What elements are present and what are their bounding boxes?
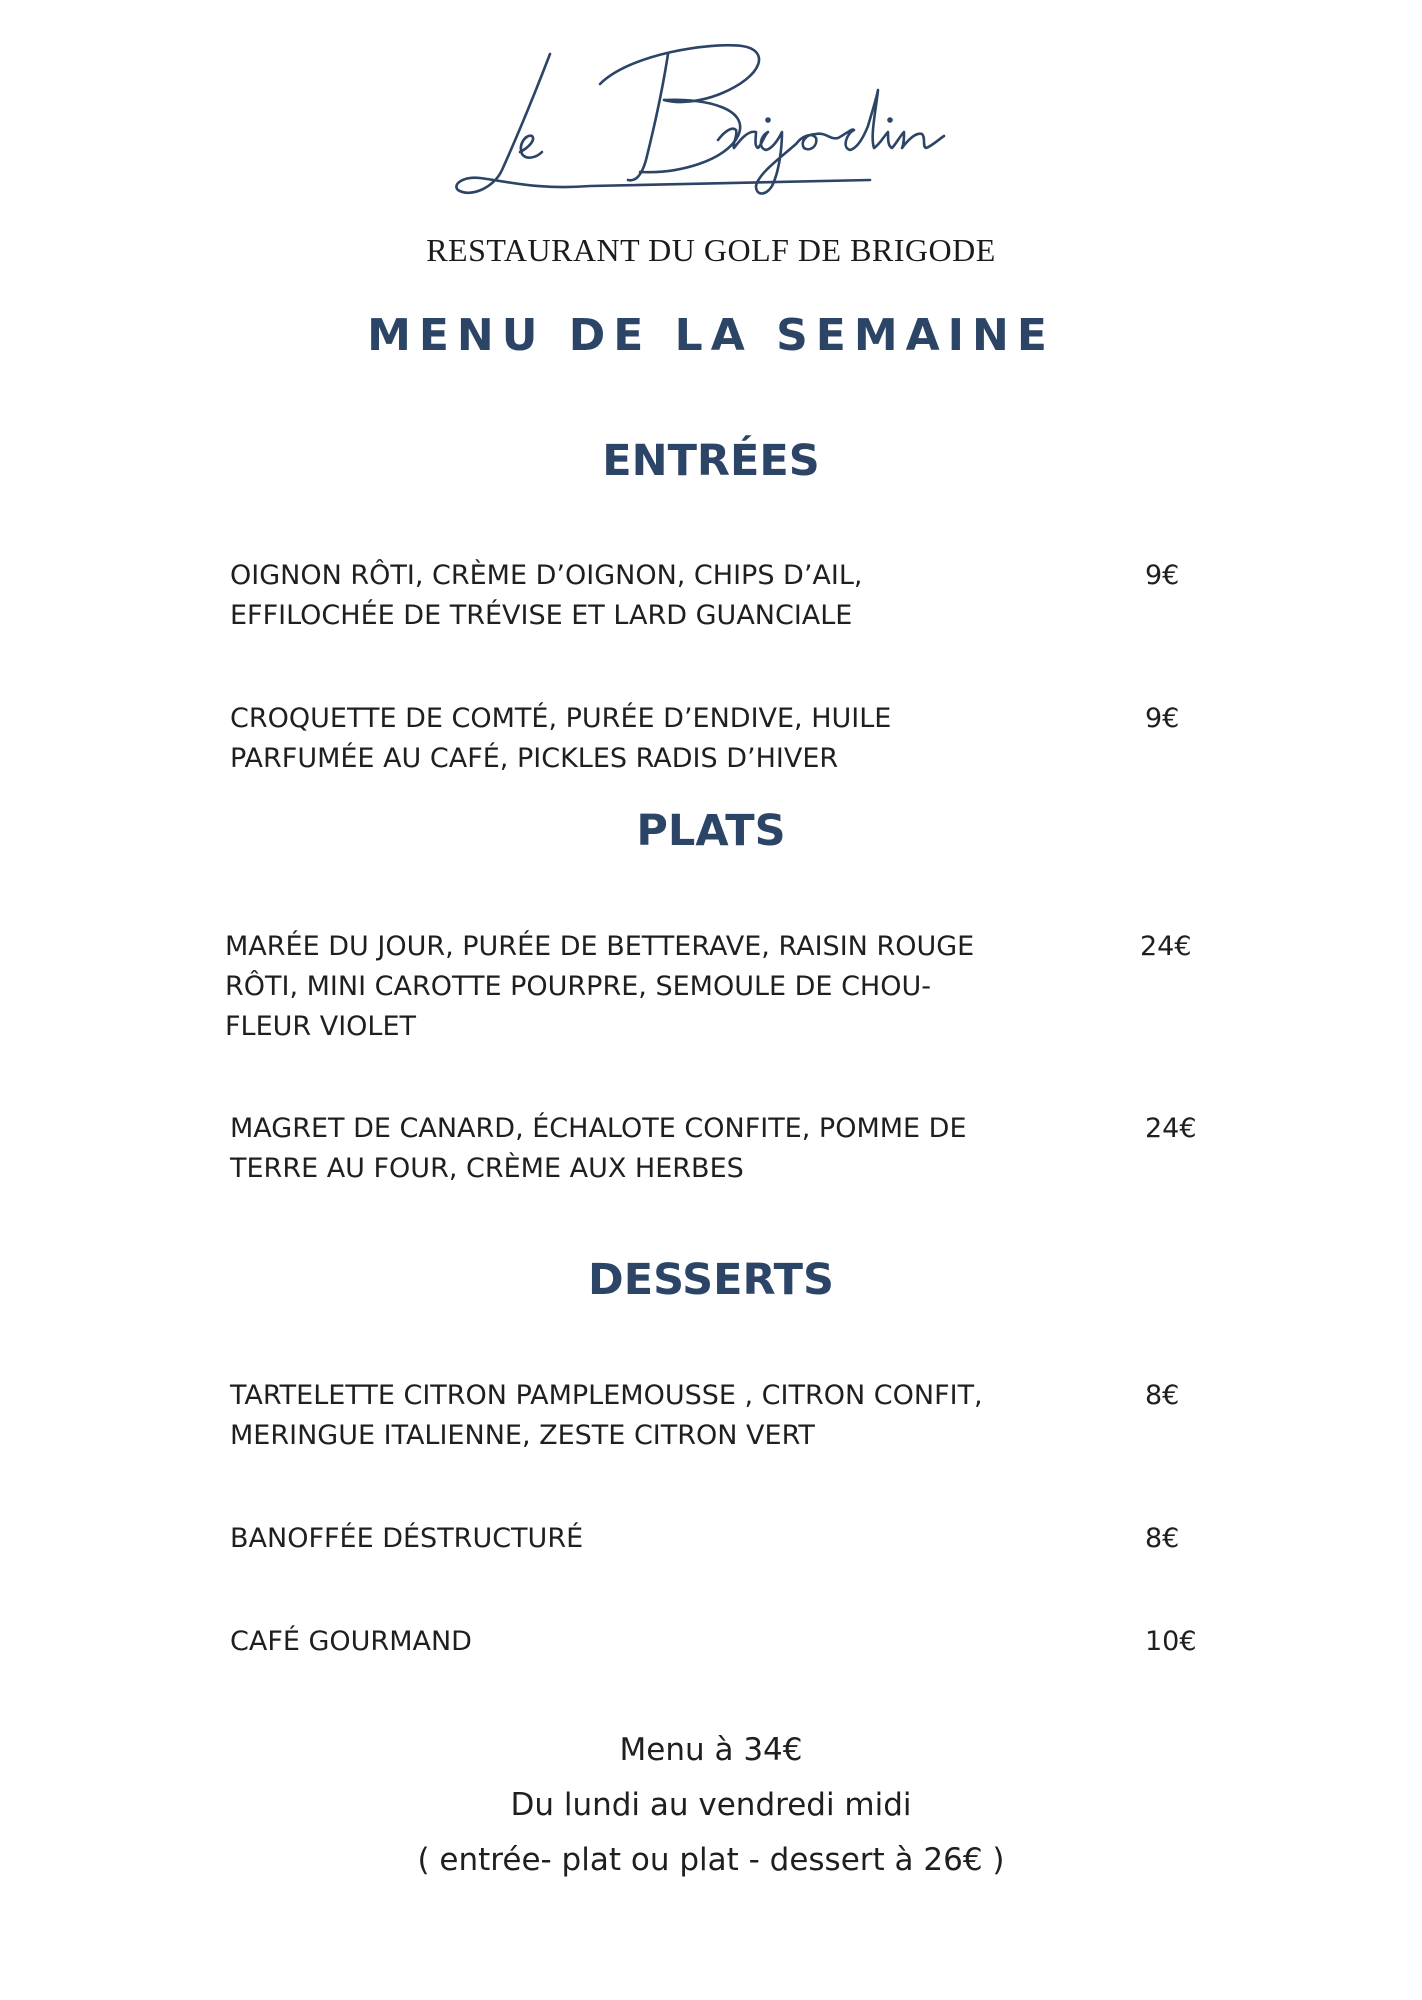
menu-price-line: Menu à 34€ — [619, 1732, 803, 1768]
description-line: CAFÉ GOURMAND — [230, 1626, 472, 1657]
section-title-desserts: DESSERTS — [588, 1255, 834, 1305]
menu-item-description — [230, 1622, 1090, 1662]
menu-item-price: 9€ — [1145, 703, 1180, 734]
menu-item-description — [230, 1519, 1090, 1559]
menu-item-price: 10€ — [1145, 1626, 1197, 1657]
description-line: TARTELETTE CITRON PAMPLEMOUSSE , CITRON CONFIT, — [230, 1380, 983, 1411]
description-line: MARÉE DU JOUR, PURÉE DE BETTERAVE, RAISIN ROUGE — [225, 931, 975, 962]
menu-item-description — [230, 699, 1090, 779]
menu-item-description — [225, 927, 1085, 1047]
description-line: CROQUETTE DE COMTÉ, PURÉE D’ENDIVE, HUILE — [230, 703, 892, 734]
menu-item-price: 9€ — [1145, 560, 1180, 591]
logo-script-signature — [450, 40, 970, 210]
menu-item-price: 24€ — [1145, 1113, 1197, 1144]
menu-item-description — [230, 1109, 1090, 1189]
menu-item-price: 8€ — [1145, 1380, 1180, 1411]
description-line: TERRE AU FOUR, CRÈME AUX HERBES — [230, 1153, 744, 1184]
menu-item-price: 24€ — [1140, 931, 1192, 962]
restaurant-logo — [450, 40, 970, 210]
description-line: BANOFFÉE DÉSTRUCTURÉ — [230, 1523, 584, 1554]
section-title-plats: PLATS — [636, 806, 786, 856]
section-title-entrees: ENTRÉES — [602, 436, 820, 486]
restaurant-subtitle: RESTAURANT DU GOLF DE BRIGODE — [426, 232, 996, 268]
menu-item-description — [230, 556, 1090, 636]
description-line: OIGNON RÔTI, CRÈME D’OIGNON, CHIPS D’AIL, — [230, 560, 863, 591]
description-line: FLEUR VIOLET — [225, 1011, 417, 1042]
description-line: RÔTI, MINI CAROTTE POURPRE, SEMOULE DE CHOU- — [225, 971, 931, 1002]
menu-item-price: 8€ — [1145, 1523, 1180, 1554]
description-line: MERINGUE ITALIENNE, ZESTE CITRON VERT — [230, 1420, 815, 1451]
menu-item-description — [230, 1376, 1090, 1456]
description-line: PARFUMÉE AU CAFÉ, PICKLES RADIS D’HIVER — [230, 743, 839, 774]
description-line: EFFILOCHÉE DE TRÉVISE ET LARD GUANCIALE — [230, 600, 853, 631]
menu-title: MENU DE LA SEMAINE — [367, 310, 1055, 361]
menu-availability-line: Du lundi au vendredi midi — [510, 1787, 912, 1823]
menu-option-line: ( entrée- plat ou plat - dessert à 26€ ) — [417, 1842, 1005, 1878]
description-line: MAGRET DE CANARD, ÉCHALOTE CONFITE, POMME DE — [230, 1113, 967, 1144]
